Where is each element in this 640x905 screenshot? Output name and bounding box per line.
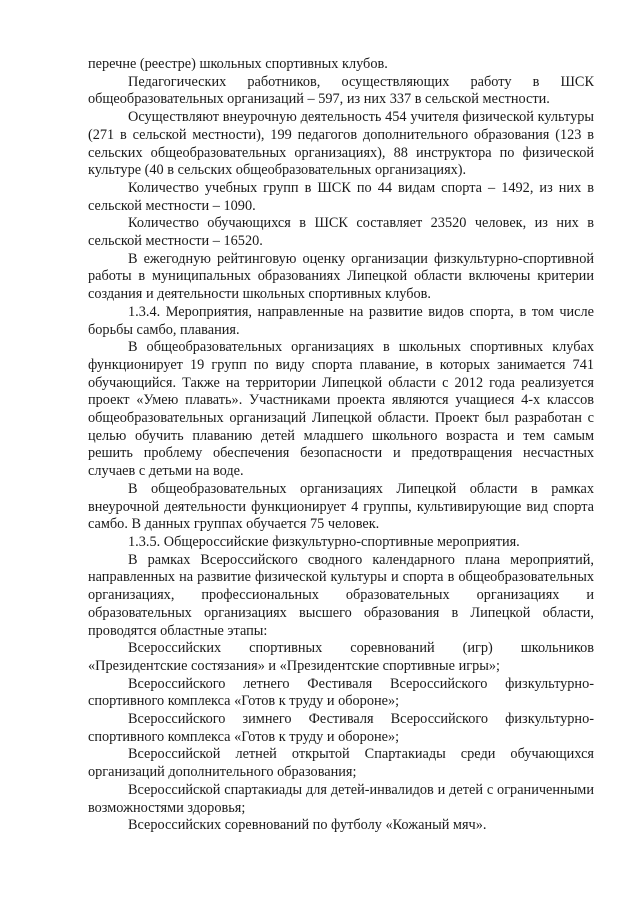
- list-item-presidential-competitions: Всероссийских спортивных соревнований (игр) школьников «Президентские состязания» и «Президентские спортивные игры»;: [88, 640, 594, 674]
- paragraph-clubs-registry-end: перечне (реестре) школьных спортивных клубов.: [88, 56, 388, 72]
- paragraph-groups-count: Количество учебных групп в ШСК по 44 видам спорта – 1492, из них в сельской местности – 1090.: [88, 179, 594, 214]
- paragraph-swimming: В общеобразовательных организациях в школьных спортивных клубах функционирует 19 групп по виду спорта плавание, в которых занимается 741 обучающийся. Также на территории Липецкой области с 2012 года реализуется проект «Умею плавать». Участниками проекта являются учащиеся 4-х классов общеобразовательных организаций Липецкой области. Проект был разработан с целью обучить плаванию детей младшего школьного возраста и тем самым решить проблему обеспечения безопасности и предотвращения несчастных случаев с детьми на воде.: [88, 339, 594, 480]
- list-item-summer-spartakiad: Всероссийской летней открытой Спартакиады среди обучающихся организаций дополнительного образования;: [88, 746, 594, 781]
- paragraph-rating-criteria: В ежегодную рейтинговую оценку организации физкультурно-спортивной работы в муниципальных образованиях Липецкой области включены критерии создания и деятельности школьных спортивных клубов.: [88, 250, 594, 303]
- section-heading-1-3-4: 1.3.4. Мероприятия, направленные на развитие видов спорта, в том числе борьбы самбо, плавания.: [88, 303, 594, 338]
- document-page: [88, 56, 594, 835]
- paragraph-teachers-count: Педагогических работников, осуществляющих работу в ШСК общеобразовательных организаций – 597, из них 337 в сельской местности.: [88, 73, 594, 108]
- list-item-winter-gto-festival: Всероссийского зимнего Фестиваля Всероссийского физкультурно-спортивного комплекса «Готов к труду и обороне»;: [88, 711, 594, 745]
- list-item-summer-gto-festival: Всероссийского летнего Фестиваля Всероссийского физкультурно-спортивного комплекса «Готов к труду и обороне»;: [88, 675, 594, 710]
- list-item-disabled-spartakiad: Всероссийской спартакиады для детей-инвалидов и детей с ограниченными возможностями здоровья;: [88, 781, 594, 816]
- list-item-leather-ball: Всероссийских соревнований по футболу «Кожаный мяч».: [128, 817, 487, 834]
- paragraph-extracurricular-staff: Осуществляют внеурочную деятельность 454 учителя физической культуры (271 в сельской местности), 199 педагогов дополнительного образования (123 в сельских общеобразовательных организациях), 88 инструктора по физической культуре (40 в сельских общеобразовательных организациях).: [88, 109, 594, 179]
- paragraph-regional-stages-intro: В рамках Всероссийского сводного календарного плана мероприятий, направленных на развитие физической культуры и спорта в общеобразовательных организациях, профессиональных образовательных организациях и образовательных организациях высшего образования в Липецкой области, проводятся областные этапы:: [88, 551, 594, 639]
- section-heading-1-3-5: 1.3.5. Общероссийские физкультурно-спортивные мероприятия.: [128, 533, 520, 550]
- paragraph-sambo: В общеобразовательных организациях Липецкой области в рамках внеурочной деятельности функционирует 4 группы, культивирующие вид спорта самбо. В данных группах обучается 75 человек.: [88, 480, 594, 533]
- paragraph-students-count: Количество обучающихся в ШСК составляет 23520 человек, из них в сельской местности – 16520.: [88, 215, 594, 250]
